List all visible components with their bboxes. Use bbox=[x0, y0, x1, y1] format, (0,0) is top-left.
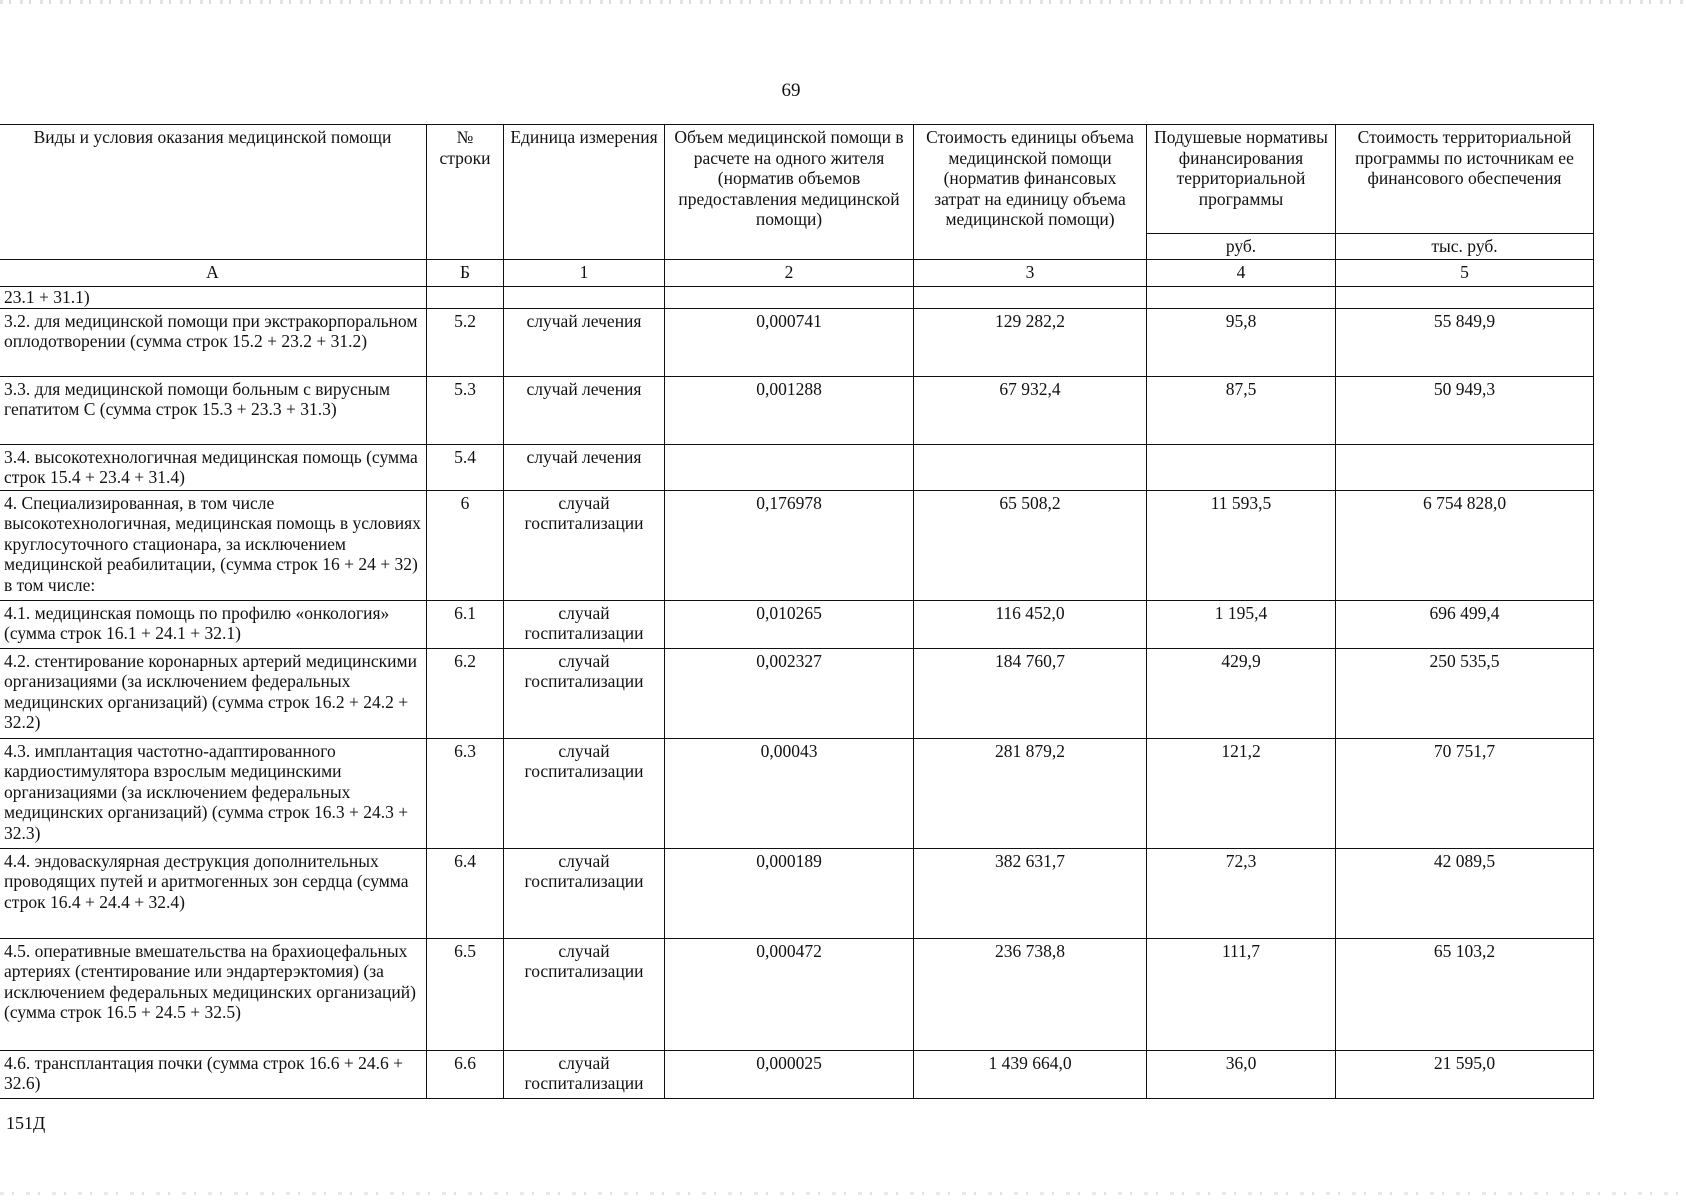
row-total: 65 103,2 bbox=[1336, 938, 1594, 1050]
row-per-capita: 36,0 bbox=[1147, 1050, 1336, 1098]
row-cost: 236 738,8 bbox=[914, 938, 1147, 1050]
row-unit: случай лечения bbox=[504, 376, 665, 444]
table-row bbox=[0, 1050, 1594, 1098]
row-number: 5.2 bbox=[427, 308, 504, 376]
row-cost bbox=[914, 286, 1147, 308]
column-number: 2 bbox=[665, 259, 914, 286]
column-number: Б bbox=[427, 259, 504, 286]
row-number: 6.4 bbox=[427, 848, 504, 938]
row-description: 4. Специализированная, в том числе высокотехнологичная, медицинская помощь в условиях круглосуточного стационара, за исключением медицинской реабилитации, (сумма строк 16 + 24 + 32) в том числе: bbox=[0, 490, 427, 600]
row-per-capita: 72,3 bbox=[1147, 848, 1336, 938]
table-row bbox=[0, 308, 1594, 376]
row-number: 6 bbox=[427, 490, 504, 600]
column-numbers-row bbox=[0, 259, 1594, 286]
header-program-cost: Стоимость территориальной программы по источникам ее финансового обеспечения bbox=[1336, 125, 1594, 234]
row-number: 6.2 bbox=[427, 648, 504, 738]
row-number: 6.6 bbox=[427, 1050, 504, 1098]
row-per-capita: 111,7 bbox=[1147, 938, 1336, 1050]
row-unit: случай госпитализации bbox=[504, 848, 665, 938]
column-number: 1 bbox=[504, 259, 665, 286]
row-unit bbox=[504, 286, 665, 308]
row-cost: 184 760,7 bbox=[914, 648, 1147, 738]
row-number: 6.1 bbox=[427, 600, 504, 648]
row-cost: 65 508,2 bbox=[914, 490, 1147, 600]
header-row bbox=[0, 125, 1594, 234]
header-unit: Единица измерения bbox=[504, 125, 665, 260]
row-per-capita bbox=[1147, 444, 1336, 490]
row-total: 696 499,4 bbox=[1336, 600, 1594, 648]
row-total: 50 949,3 bbox=[1336, 376, 1594, 444]
row-per-capita: 1 195,4 bbox=[1147, 600, 1336, 648]
row-description: 4.4. эндоваскулярная деструкция дополнительных проводящих путей и аритмогенных зон сердца (сумма строк 16.4 + 24.4 + 32.4) bbox=[0, 848, 427, 938]
row-unit: случай госпитализации bbox=[504, 938, 665, 1050]
table-row bbox=[0, 490, 1594, 600]
row-per-capita: 121,2 bbox=[1147, 738, 1336, 848]
row-per-capita: 429,9 bbox=[1147, 648, 1336, 738]
row-number: 6.5 bbox=[427, 938, 504, 1050]
row-description: 3.2. для медицинской помощи при экстракорпоральном оплодотворении (сумма строк 15.2 + 23.2 + 31.2) bbox=[0, 308, 427, 376]
table-row bbox=[0, 648, 1594, 738]
row-cost: 382 631,7 bbox=[914, 848, 1147, 938]
table-row bbox=[0, 600, 1594, 648]
row-volume: 0,010265 bbox=[665, 600, 914, 648]
row-volume bbox=[665, 444, 914, 490]
row-cost: 281 879,2 bbox=[914, 738, 1147, 848]
scan-edge-top bbox=[0, 0, 1686, 4]
row-total: 6 754 828,0 bbox=[1336, 490, 1594, 600]
row-volume: 0,176978 bbox=[665, 490, 914, 600]
row-total bbox=[1336, 444, 1594, 490]
row-volume: 0,00043 bbox=[665, 738, 914, 848]
column-number: 4 bbox=[1147, 259, 1336, 286]
row-unit: случай госпитализации bbox=[504, 1050, 665, 1098]
header-row-number: № строки bbox=[427, 125, 504, 260]
row-volume: 0,000189 bbox=[665, 848, 914, 938]
table-row bbox=[0, 738, 1594, 848]
row-volume: 0,000025 bbox=[665, 1050, 914, 1098]
table-row bbox=[0, 938, 1594, 1050]
row-unit: случай госпитализации bbox=[504, 738, 665, 848]
row-number: 6.3 bbox=[427, 738, 504, 848]
header-unit-cost: Стоимость единицы объема медицинской помощи (норматив финансовых затрат на единицу объема медицинской помощи) bbox=[914, 125, 1147, 260]
row-per-capita bbox=[1147, 286, 1336, 308]
header-care-type: Виды и условия оказания медицинской помощи bbox=[0, 125, 427, 260]
table-row bbox=[0, 848, 1594, 938]
unit-rub: руб. bbox=[1147, 234, 1336, 260]
row-volume: 0,000472 bbox=[665, 938, 914, 1050]
table-row bbox=[0, 286, 1594, 308]
row-total bbox=[1336, 286, 1594, 308]
document-code: 151Д bbox=[6, 1113, 46, 1133]
row-description: 4.1. медицинская помощь по профилю «онкология» (сумма строк 16.1 + 24.1 + 32.1) bbox=[0, 600, 427, 648]
row-total: 21 595,0 bbox=[1336, 1050, 1594, 1098]
row-unit: случай госпитализации bbox=[504, 648, 665, 738]
row-volume: 0,002327 bbox=[665, 648, 914, 738]
row-volume: 0,000741 bbox=[665, 308, 914, 376]
column-number: А bbox=[0, 259, 427, 286]
unit-thousand-rub: тыс. руб. bbox=[1336, 234, 1594, 260]
column-number: 5 bbox=[1336, 259, 1594, 286]
row-number bbox=[427, 286, 504, 308]
row-description: 4.3. имплантация частотно-адаптированного кардиостимулятора взрослым медицинскими организациями (за исключением федеральных медицинских организаций) (сумма строк 16.3 + 24.3 + 32.3) bbox=[0, 738, 427, 848]
row-per-capita: 95,8 bbox=[1147, 308, 1336, 376]
row-description: 3.4. высокотехнологичная медицинская помощь (сумма строк 15.4 + 23.4 + 31.4) bbox=[0, 444, 427, 490]
row-volume: 0,001288 bbox=[665, 376, 914, 444]
row-cost bbox=[914, 444, 1147, 490]
row-cost: 1 439 664,0 bbox=[914, 1050, 1147, 1098]
row-description: 4.5. оперативные вмешательства на брахиоцефальных артериях (стентирование или эндартерэктомия) (за исключением федеральных медицинских организаций) (сумма строк 16.5 + 24.5 + 32.5) bbox=[0, 938, 427, 1050]
scan-edge-bottom bbox=[0, 1192, 1686, 1195]
row-unit: случай лечения bbox=[504, 308, 665, 376]
row-description: 23.1 + 31.1) bbox=[0, 286, 427, 308]
table-row bbox=[0, 376, 1594, 444]
row-unit: случай госпитализации bbox=[504, 600, 665, 648]
row-unit: случай госпитализации bbox=[504, 490, 665, 600]
column-number: 3 bbox=[914, 259, 1147, 286]
row-unit: случай лечения bbox=[504, 444, 665, 490]
page-number: 69 bbox=[781, 80, 801, 101]
row-description: 4.6. трансплантация почки (сумма строк 16.6 + 24.6 + 32.6) bbox=[0, 1050, 427, 1098]
row-number: 5.4 bbox=[427, 444, 504, 490]
row-per-capita: 11 593,5 bbox=[1147, 490, 1336, 600]
header-per-capita: Подушевые нормативы финансирования территориальной программы bbox=[1147, 125, 1336, 234]
row-per-capita: 87,5 bbox=[1147, 376, 1336, 444]
row-number: 5.3 bbox=[427, 376, 504, 444]
row-total: 70 751,7 bbox=[1336, 738, 1594, 848]
row-total: 250 535,5 bbox=[1336, 648, 1594, 738]
header-volume: Объем медицинской помощи в расчете на одного жителя (норматив объемов предоставления медицинской помощи) bbox=[665, 125, 914, 260]
row-total: 42 089,5 bbox=[1336, 848, 1594, 938]
medical-care-table bbox=[0, 124, 1594, 1099]
row-total: 55 849,9 bbox=[1336, 308, 1594, 376]
row-cost: 116 452,0 bbox=[914, 600, 1147, 648]
row-cost: 67 932,4 bbox=[914, 376, 1147, 444]
table-row bbox=[0, 444, 1594, 490]
row-cost: 129 282,2 bbox=[914, 308, 1147, 376]
row-volume bbox=[665, 286, 914, 308]
row-description: 3.3. для медицинской помощи больным с вирусным гепатитом С (сумма строк 15.3 + 23.3 + 31.3) bbox=[0, 376, 427, 444]
row-description: 4.2. стентирование коронарных артерий медицинскими организациями (за исключением федеральных медицинских организаций) (сумма строк 16.2 + 24.2 + 32.2) bbox=[0, 648, 427, 738]
